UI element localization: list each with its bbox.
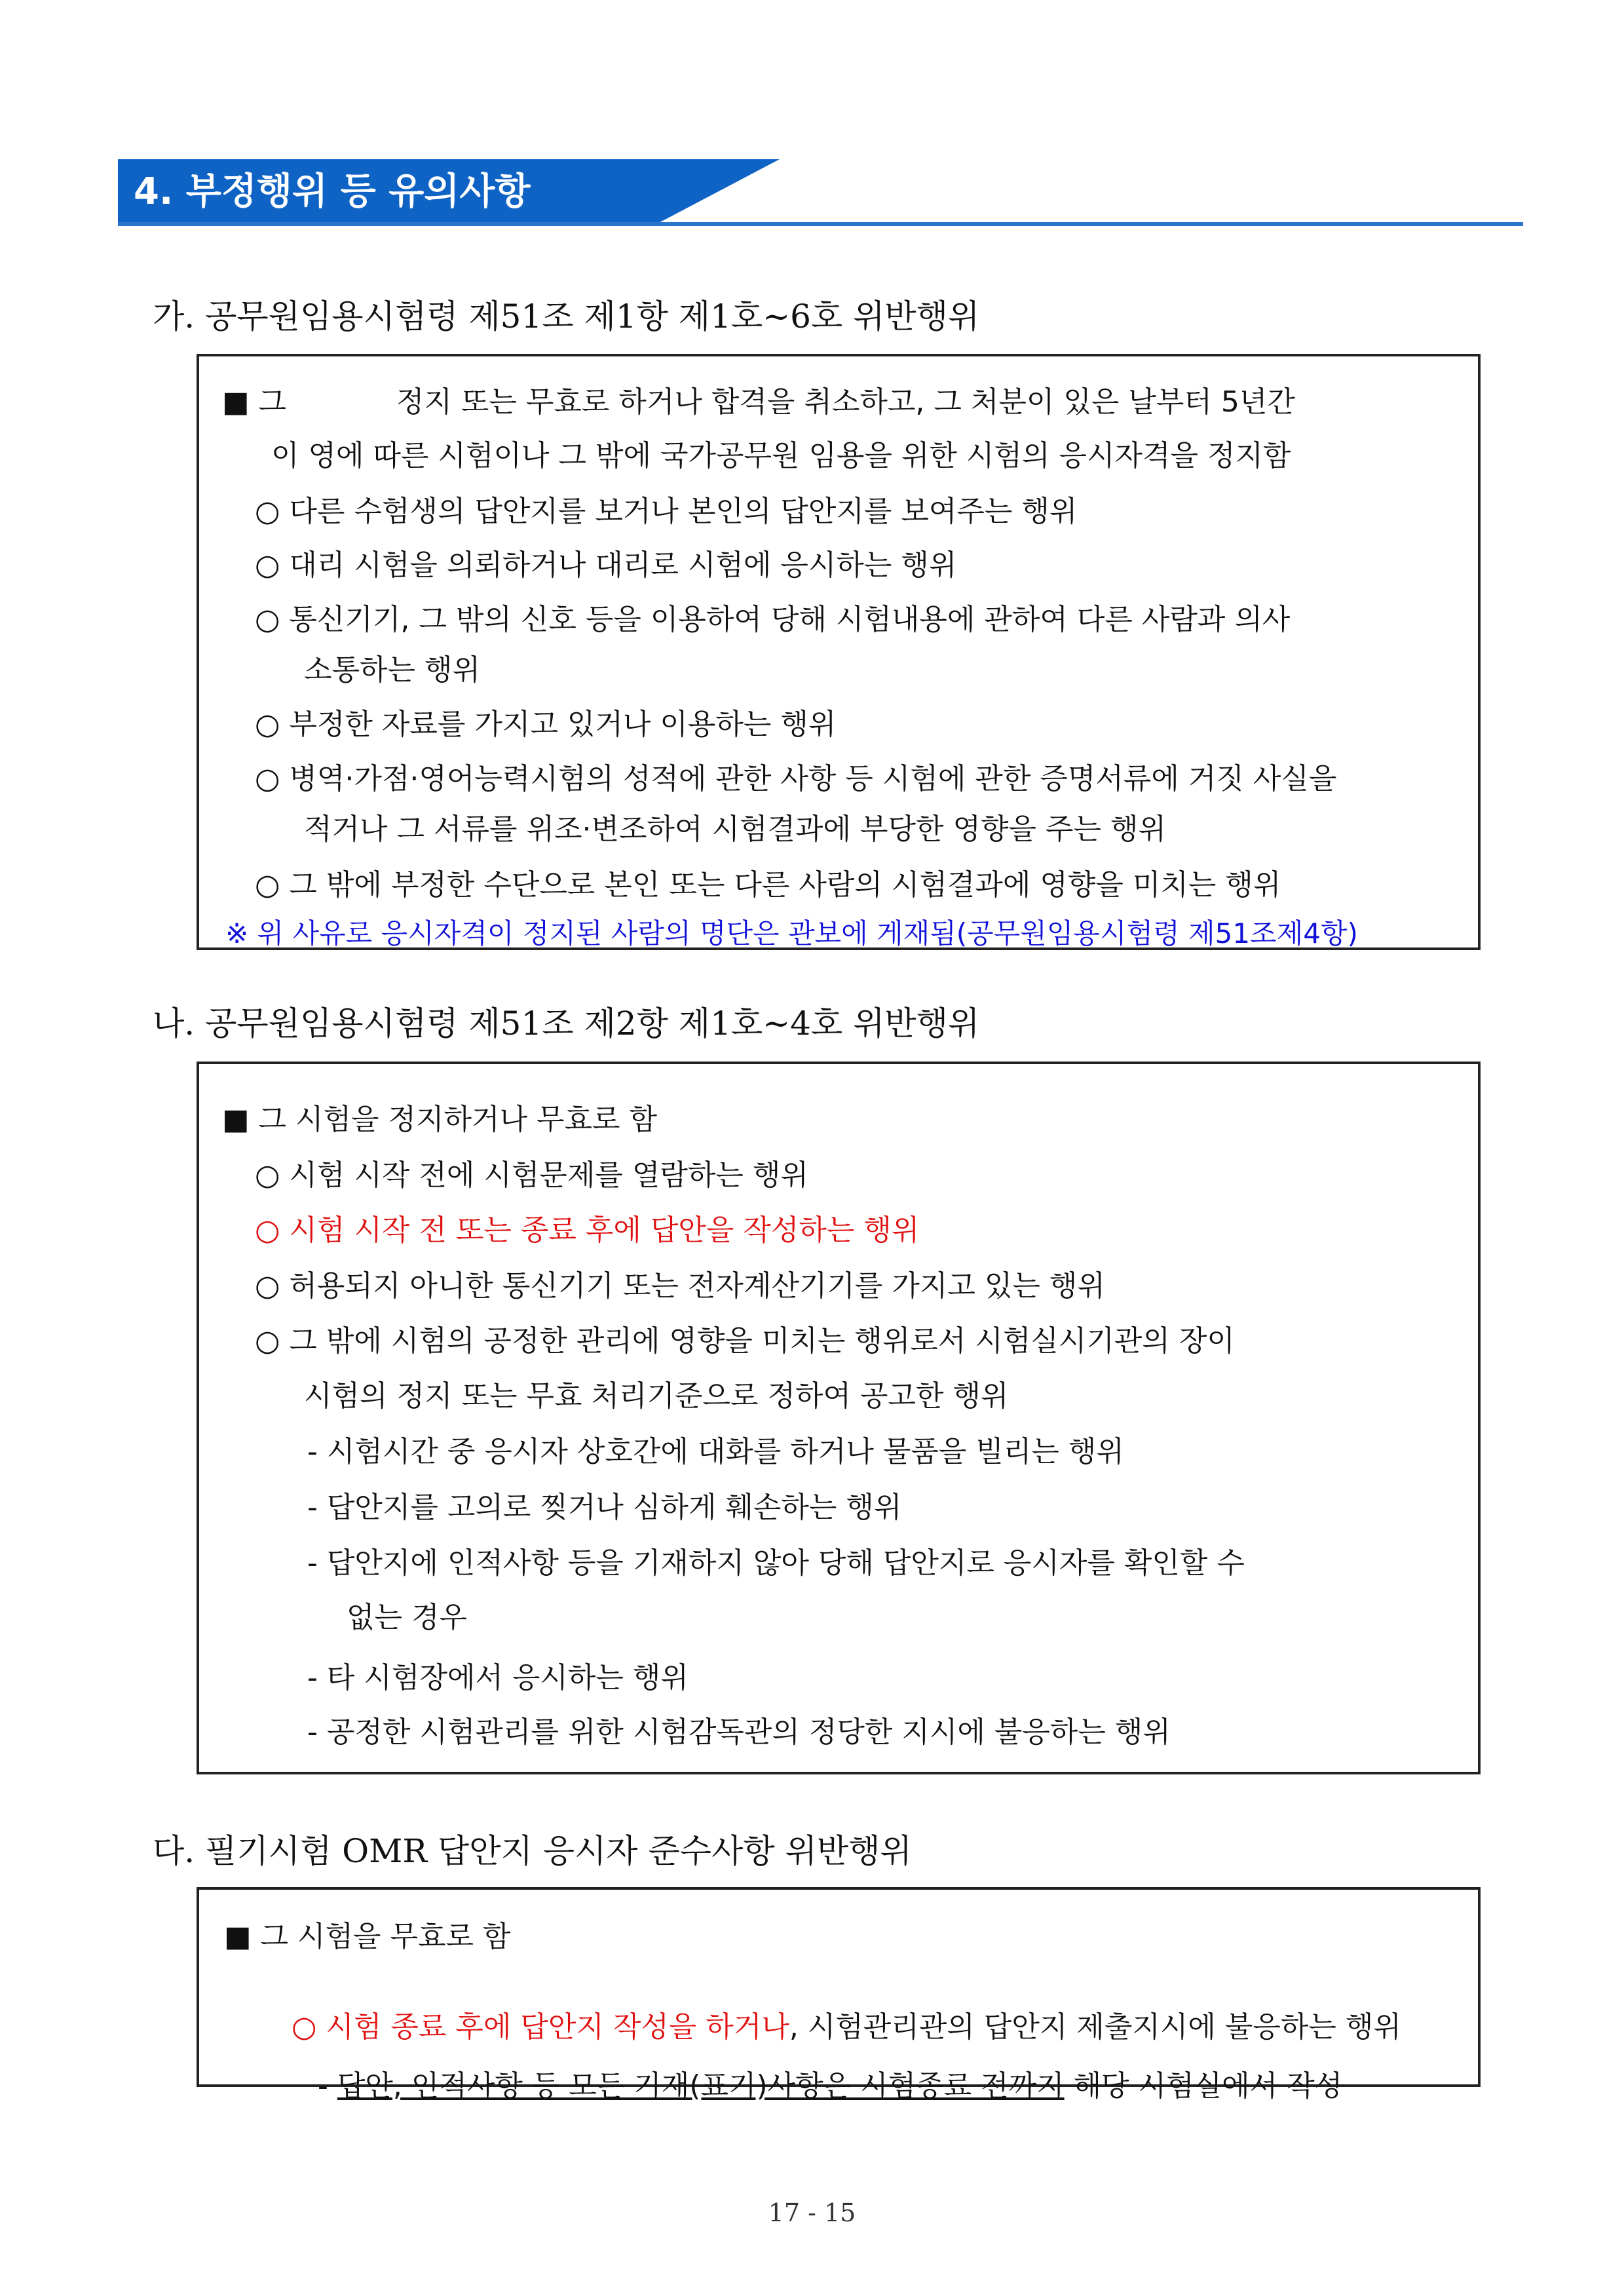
na-line-3: ○ 시험 시작 전 또는 종료 후에 답안을 작성하는 행위	[255, 1214, 920, 1247]
na-line-9: - 답안지에 인적사항 등을 기재하지 않아 당해 답안지로 응시자를 확인할 수	[307, 1546, 1245, 1580]
na-line-7: - 시험시간 중 응시자 상호간에 대화를 하거나 물품을 빌리는 행위	[307, 1435, 1124, 1468]
ga-line-5: ○ 통신기기, 그 밖의 신호 등을 이용하여 당해 시험내용에 관하여 다른 사람과 의사	[255, 603, 1291, 636]
ga-line-6: 소통하는 행위	[304, 653, 481, 687]
section-ga-box	[197, 354, 1481, 950]
na-line-11: - 타 시험장에서 응시하는 행위	[307, 1661, 689, 1694]
section-na-title: 나. 공무원임용시험령 제51조 제2항 제1호~4호 위반행위	[153, 1004, 980, 1043]
section-na-box	[197, 1062, 1481, 1774]
da-line-2-rest: , 시험관리관의 답안지 제출지시에 불응하는 행위	[789, 2010, 1401, 2044]
ga-line-4: ○ 대리 시험을 의뢰하거나 대리로 시험에 응시하는 행위	[255, 548, 957, 582]
heading-slant	[655, 159, 780, 225]
na-line-10: 없는 경우	[347, 1601, 468, 1634]
ga-note: ※ 위 사유로 응시자격이 정지된 사람의 명단은 관보에 게재됨(공무원임용시험령 제51조제4항)	[225, 917, 1358, 949]
section-da-box	[197, 1887, 1481, 2103]
da-line-3	[281, 2029, 1342, 2137]
ga-line-2: 이 영에 따른 시험이나 그 밖에 국가공무원 임용을 위한 시험의 응시자격을 정지함	[271, 439, 1291, 472]
page-number: 17 - 15	[768, 2198, 856, 2227]
heading-title: 4. 부정행위 등 유의사항	[134, 170, 531, 213]
da-line-1: ■ 그 시험을 무효로 함	[224, 1920, 511, 1953]
na-line-8: - 답안지를 고의로 찢거나 심하게 훼손하는 행위	[307, 1491, 902, 1524]
ga-line-1: ■ 그 정지 또는 무효로 하거나 합격을 취소하고, 그 처분이 있은 날부터 5년간	[222, 385, 1295, 419]
da-line-3-rest: 해당 시험실에서 작성	[1064, 2069, 1343, 2103]
na-line-6: 시험의 정지 또는 무효 처리기준으로 정하여 공고한 행위	[304, 1379, 1009, 1413]
na-line-5: ○ 그 밖에 시험의 공정한 관리에 영향을 미치는 행위로서 시험실시기관의 장이	[255, 1324, 1235, 1358]
da-line-3-underlined: 답안, 인적사항 등 모든 기재(표기)사항은 시험종료 전까지	[337, 2069, 1065, 2103]
section-heading	[118, 159, 1523, 225]
section-ga-title: 가. 공무원임용시험령 제51조 제1항 제1호∼6호 위반행위	[153, 297, 980, 335]
na-line-2: ○ 시험 시작 전에 시험문제를 열람하는 행위	[255, 1158, 808, 1192]
ga-line-3: ○ 다른 수험생의 답안지를 보거나 본인의 답안지를 보여주는 행위	[255, 495, 1078, 528]
da-line-2-red: ○ 시험 종료 후에 답안지 작성을 하거나	[291, 2010, 789, 2044]
ga-line-8: ○ 병역·가점·영어능력시험의 성적에 관한 사항 등 시험에 관한 증명서류에 거짓 사실을	[255, 762, 1337, 795]
ga-line-9: 적거나 그 서류를 위조·변조하여 시험결과에 부당한 영향을 주는 행위	[304, 813, 1166, 846]
na-line-4: ○ 허용되지 아니한 통신기기 또는 전자계산기기를 가지고 있는 행위	[255, 1269, 1105, 1303]
na-line-1: ■ 그 시험을 정지하거나 무효로 함	[222, 1103, 658, 1136]
ga-line-10: ○ 그 밖에 부정한 수단으로 본인 또는 다른 사람의 시험결과에 영향을 미치는 행위	[255, 868, 1281, 902]
da-line-3-dash: -	[317, 2069, 337, 2103]
section-da-title: 다. 필기시험 OMR 답안지 응시자 준수사항 위반행위	[153, 1832, 912, 1870]
ga-line-7: ○ 부정한 자료를 가지고 있거나 이용하는 행위	[255, 708, 837, 741]
na-line-12: - 공정한 시험관리를 위한 시험감독관의 정당한 지시에 불응하는 행위	[307, 1715, 1171, 1749]
